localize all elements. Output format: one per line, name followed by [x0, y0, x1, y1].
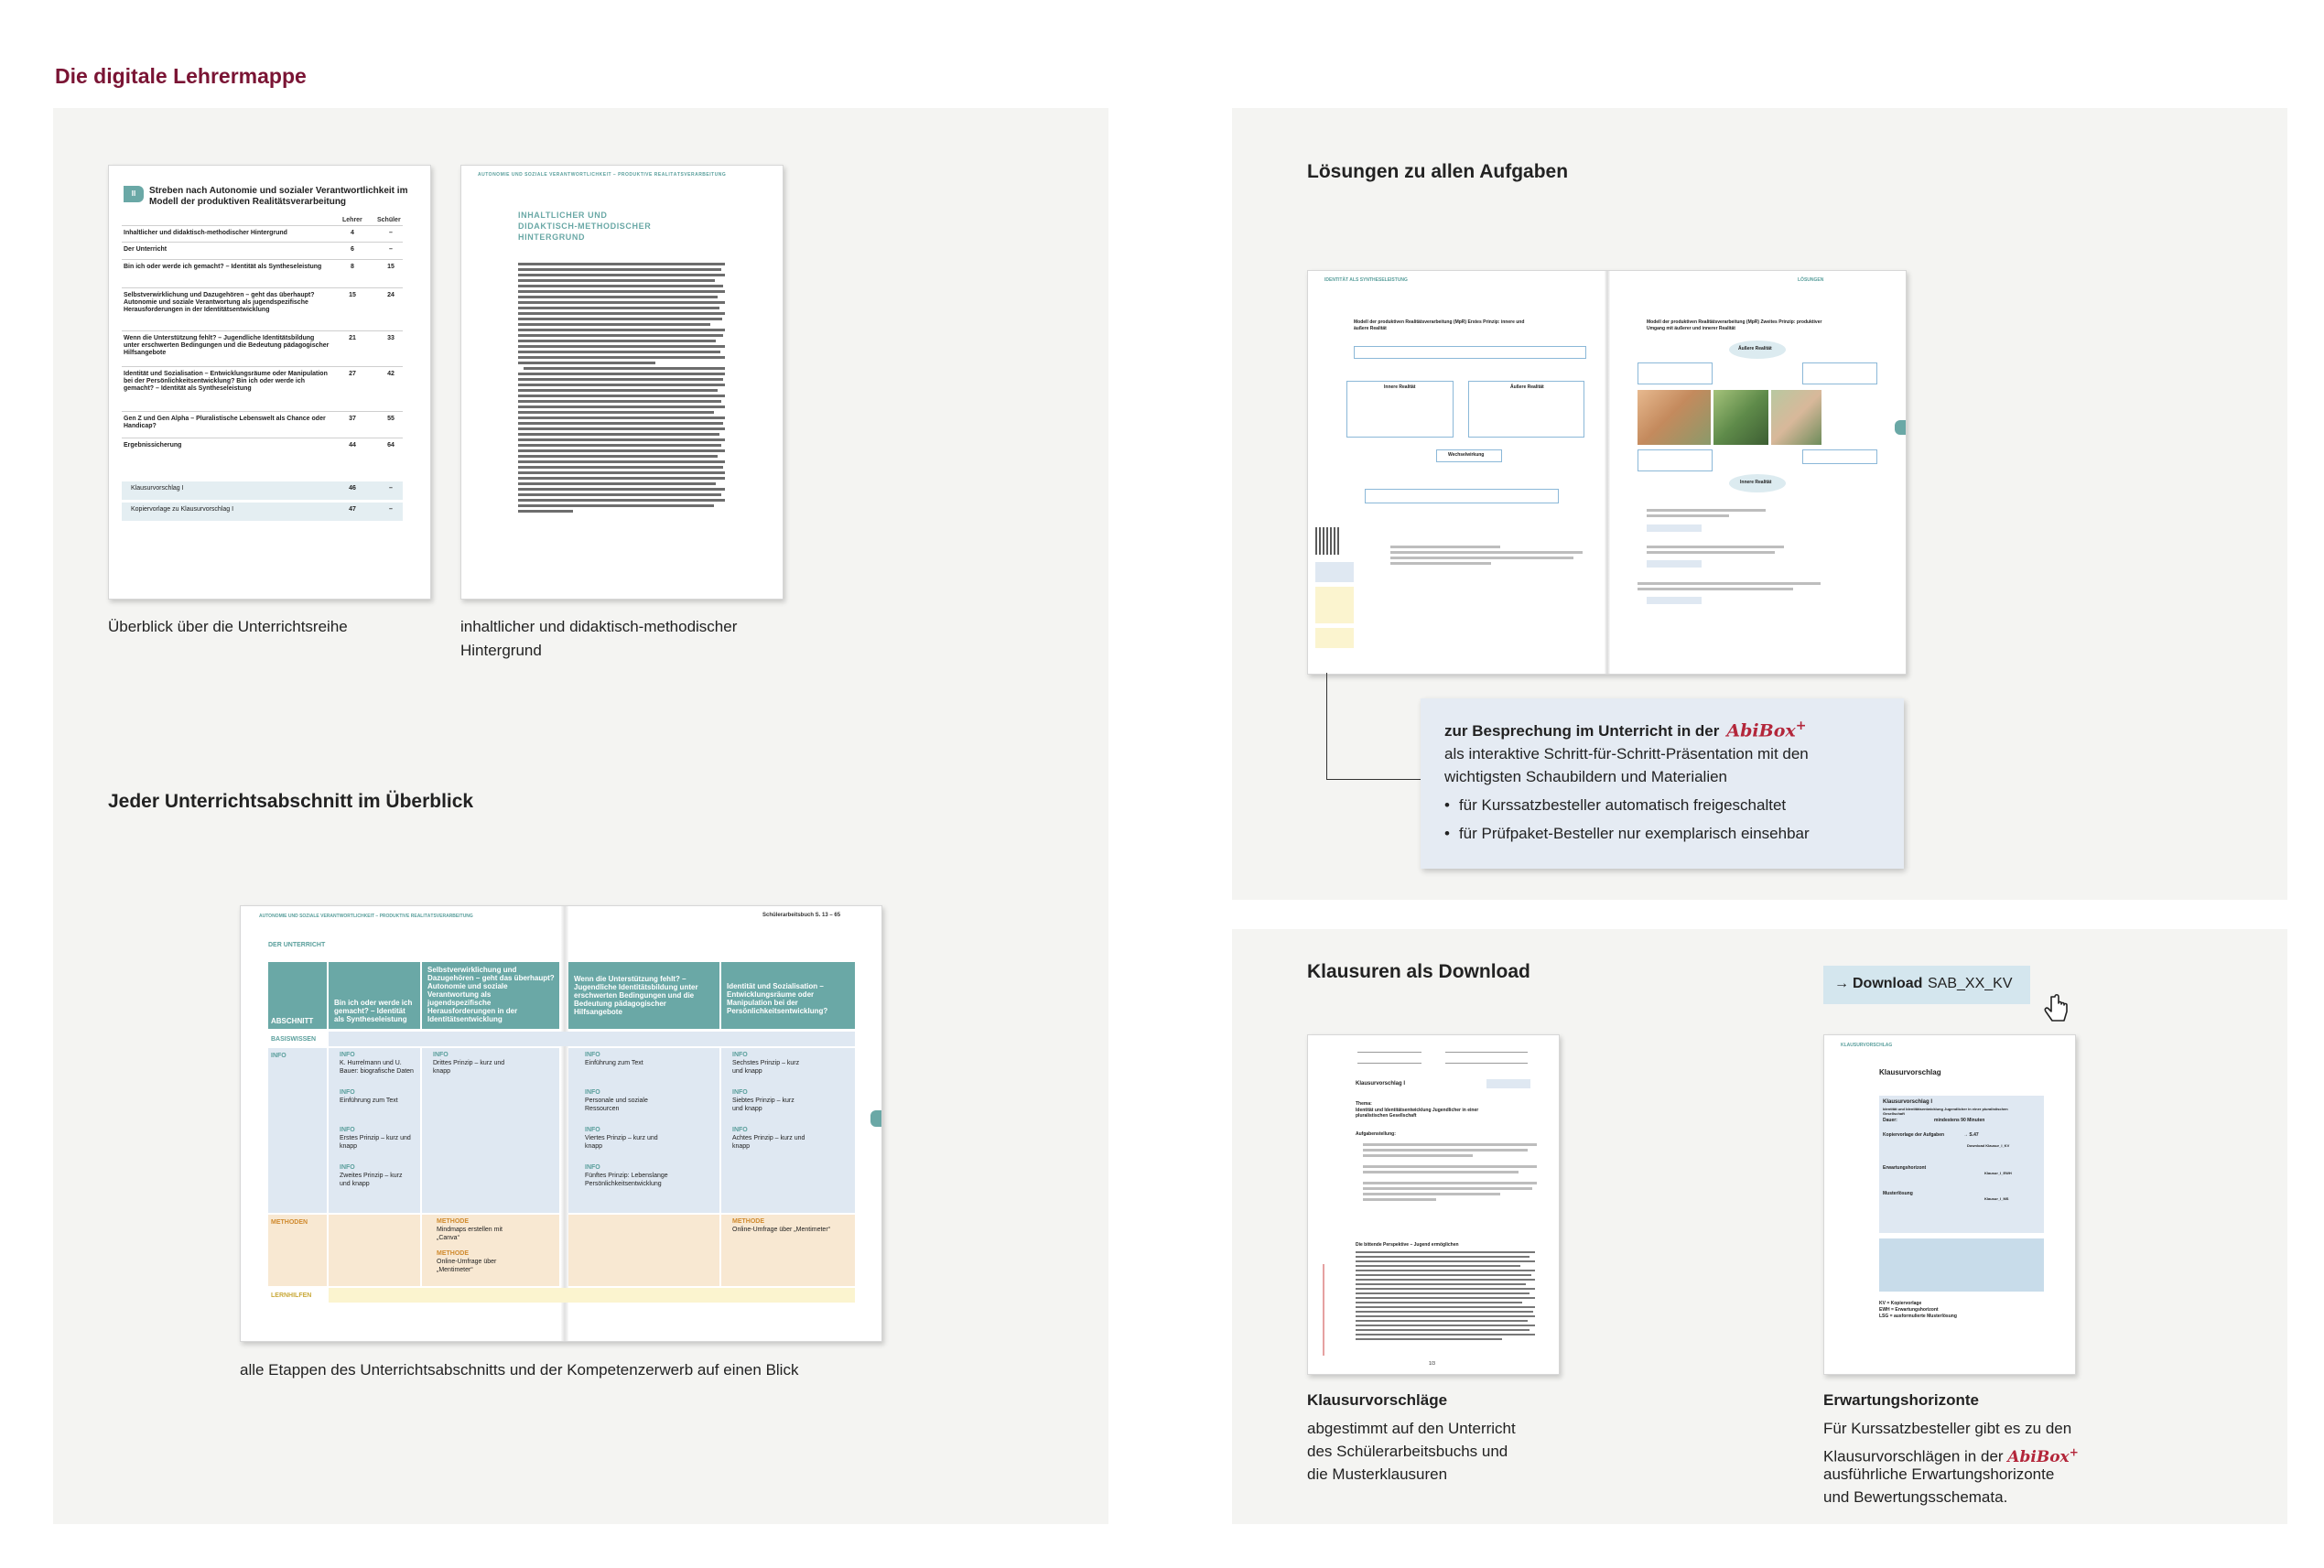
answer-chip: [1647, 560, 1702, 568]
abibox-callout: [1421, 698, 1904, 869]
body-text-lines: [1356, 1251, 1539, 1361]
col-header-abschnitt: ABSCHNITT: [268, 962, 327, 1029]
toc-row[interactable]: Bin ich oder werde ich gemacht? – Identität als Syntheseleistung 8 15: [122, 259, 403, 287]
download-button[interactable]: → Download SAB_XX_KV: [1823, 966, 2030, 1004]
methode-cell: METHODE Mindmaps erstellen mit „Canva“ METHODE Online-Umfrage über „Mentimeter“: [422, 1215, 559, 1286]
methode-cell: [329, 1215, 420, 1286]
caption-overview: Überblick über die Unterrichtsreihe: [108, 618, 348, 635]
methode-cell: [568, 1215, 719, 1286]
callout-line-3: wichtigsten Schaubildern und Materialien: [1444, 768, 1728, 785]
col2-line: und Bewertungsschemata.: [1823, 1488, 2008, 1506]
spread-fold: [561, 906, 568, 1341]
toc-badge: II: [124, 186, 144, 202]
toc-page: [108, 165, 431, 600]
row-label-info: INFO: [271, 1053, 286, 1059]
toc-row[interactable]: Inhaltlicher und didaktisch-methodischer Hintergrund 4 –: [122, 225, 403, 243]
body-text-lines: [518, 263, 727, 528]
col-header-1: Bin ich oder werde ich gemacht? – Identität als Syntheseleistung: [329, 962, 420, 1029]
row-label-lernhilfen: LERNHILFEN: [271, 1292, 312, 1299]
lernhilfen-row: [329, 1288, 855, 1303]
spread-header-left: AUTONOMIE UND SOZIALE VERANTWORTLICHKEIT – PRODUKTIVE REALITÄTSVERARBEITUNG: [259, 914, 473, 919]
horizon-title: Klausurvorschlag: [1879, 1068, 1941, 1076]
callout-bullet: • für Kurssatzbesteller automatisch freigeschaltet: [1444, 796, 1787, 814]
toc-row[interactable]: Gen Z und Gen Alpha – Pluralistische Lebenswelt als Chance oder Handicap? 37 55: [122, 411, 403, 438]
col2-line: ausführliche Erwartungshorizonte: [1823, 1465, 2055, 1483]
toc-title: Streben nach Autonomie und sozialer Verantwortlichkeit im Modell der produktiven Realitätsverarbeitung: [149, 186, 408, 207]
text-line: [1363, 1143, 1537, 1146]
exam-body-text: [1356, 1251, 1539, 1361]
col2-line: Klausurvorschlägen in der AbiBox+: [1823, 1445, 2079, 1466]
horizon-legend-1: KV = Kopiervorlage: [1879, 1301, 1922, 1306]
exam-file-chip: [1486, 1079, 1530, 1088]
text-line: [1390, 546, 1500, 548]
toc-row[interactable]: Kopiervorlage zu Klausurvorschlag I 47 –: [122, 503, 403, 521]
info-cell: INFO Sechstes Prinzip – kurz und knapp INFO Siebtes Prinzip – kurz und knapp INFO Achtes Prinzip – kurz und knapp: [721, 1048, 855, 1213]
sidebar-note: [1315, 562, 1354, 582]
exam-theme: Identität und Identitätsentwicklung Jugendlicher in einer pluralistischen Gesellschaft: [1356, 1108, 1479, 1119]
info-cell: INFO Einführung zum Text INFO Personale und soziale Ressourcen INFO Viertes Prinzip – kurz und knapp INFO Fünftes Prinzip: Lebenslange Persönlichkeitsentwicklung: [568, 1048, 719, 1213]
col-header-2: Selbstverwirklichung und Dazugehören – geht das überhaupt? Autonomie und soziale Verantwortung als jugendspezifische Herausforderungen in der Identitätsentwicklung: [422, 962, 559, 1029]
text-line: [1638, 582, 1821, 585]
oval-outer: Äußere Realität: [1729, 341, 1786, 359]
connector-line: [1326, 673, 1327, 780]
toc-row[interactable]: Wenn die Unterstützung fehlt? – Jugendliche Identitätsbildung unter erschwerten Bedingungen und die Bedeutung pädagogischer Hilfsangebote 21 33: [122, 330, 403, 366]
toc-row[interactable]: Selbstverwirklichung und Dazugehören – geht das überhaupt? Autonomie und soziale Verantwortung als jugendspezifische Herausforderungen in der Identitätsentwicklung 15 24: [122, 287, 403, 330]
page-title: Die digitale Lehrermappe: [55, 64, 307, 88]
abibox-logo: AbiBox+: [1726, 719, 1807, 741]
exam-page-number: 1/3: [1429, 1361, 1435, 1367]
info-row-label-cell: [268, 1048, 327, 1213]
text-line: [1363, 1149, 1528, 1152]
info-cell: INFO K. Hurrelmann und U. Bauer: biografische Daten INFO Einführung zum Text INFO Erstes Prinzip – kurz und knapp INFO Zweites Prinzip – kurz und knapp: [329, 1048, 420, 1213]
exams-heading: Klausuren als Download: [1307, 961, 1530, 982]
col1-line: die Musterklausuren: [1307, 1465, 1448, 1483]
photo-family: [1713, 390, 1768, 445]
info-box: [1802, 362, 1877, 384]
toc-row[interactable]: Ergebnissicherung 44 64: [122, 438, 403, 457]
caption-stages: alle Etappen des Unterrichtsabschnitts und der Kompetenzerwerb auf einen Blick: [240, 1361, 799, 1379]
toc-col-student: Schüler: [377, 217, 401, 223]
text-line: [1363, 1187, 1532, 1190]
row-label-methoden: METHODEN: [271, 1219, 308, 1226]
exam-page: [1307, 1034, 1560, 1375]
box-exchange: Wechselwirkung: [1436, 449, 1502, 462]
horizon-running-header: KLAUSURVORSCHLAG: [1841, 1043, 1893, 1048]
info-box: [1638, 449, 1713, 471]
info-box: [1638, 362, 1713, 384]
solutions-spread: [1307, 270, 1907, 675]
col2-line: Für Kurssatzbesteller gibt es zu den: [1823, 1420, 2072, 1437]
basiswissen-row: [329, 1032, 855, 1046]
horizon-box: Klausurvorschlag I Identität und Identitätsentwicklung Jugendlicher in einer pluralistischen Gesellschaft Dauer: mindestens 90 Minuten Kopiervorlage der Aufgaben → S.47 Download Klausur_I_KV Erwartungshorizont Klausur_I_EWH Musterlösung Klausur_I_MS: [1879, 1096, 2044, 1233]
text-line: [1390, 557, 1573, 559]
plus-icon: +: [1795, 719, 1807, 733]
info-box: [1802, 449, 1877, 464]
photo-adult: [1771, 390, 1821, 445]
toc-row[interactable]: Identität und Sozialisation – Entwicklungsräume oder Manipulation bei der Persönlichkeitsentwicklung? Bin ich oder werde ich gemacht? – Identität als Syntheseleistung 27 42: [122, 366, 403, 411]
callout-bullet: • für Prüfpaket-Besteller nur exemplarisch einsehbar: [1444, 825, 1810, 842]
text-line: [1638, 588, 1793, 590]
background-body-text: [518, 263, 727, 528]
lesson-overview-spread: [240, 905, 882, 1342]
text-line: [1363, 1154, 1473, 1157]
callout-lead-line: zur Besprechung im Unterricht in der AbiBox+: [1444, 719, 1807, 741]
text-line: [1363, 1198, 1436, 1201]
box-inner: Innere Realität: [1346, 381, 1454, 438]
solutions-heading: Lösungen zu allen Aufgaben: [1307, 161, 1569, 182]
sidebar-note: [1315, 587, 1354, 623]
photo-child: [1638, 390, 1711, 445]
horizon-note: [1879, 1238, 2044, 1292]
col1-title: Klausurvorschläge: [1307, 1391, 1448, 1409]
box-outer: Äußere Realität: [1468, 381, 1584, 438]
right-diagram-title: Modell der produktiven Realitätsverarbeitung (MpR) Zweites Prinzip: produktiver Umgang mit äußerer und innerer Realität: [1647, 319, 1822, 331]
solutions-left-header: IDENTITÄT ALS SYNTHESELEISTUNG: [1324, 277, 1408, 283]
text-line: [1390, 562, 1491, 565]
col-header-4: Identität und Sozialisation – Entwicklungsräume oder Manipulation bei der Persönlichkeitsentwicklung?: [721, 962, 855, 1029]
info-cell: INFO Drittes Prinzip – kurz und knapp: [422, 1048, 559, 1213]
abibox-logo: AbiBox+: [2007, 1445, 2079, 1466]
text-line: [1363, 1182, 1537, 1184]
exam-tasks-label: Aufgabenstellung:: [1356, 1131, 1396, 1137]
background-heading: INHALTLICHER UND DIDAKTISCH-METHODISCHER HINTERGRUND: [518, 211, 652, 242]
page-tab-marker: [870, 1110, 882, 1127]
col-header-3: Wenn die Unterstützung fehlt? – Jugendliche Identitätsbildung unter erschwerten Bedingungen und die Bedeutung pädagogischer Hilfsangebote: [568, 962, 719, 1029]
vertical-margin-text: [1323, 1264, 1324, 1356]
spread-header-right: Schülerarbeitsbuch S. 13 – 65: [762, 913, 841, 918]
diagram-bar: [1365, 489, 1559, 503]
text-line: [1363, 1171, 1519, 1173]
col1-line: des Schülerarbeitsbuchs und: [1307, 1443, 1508, 1460]
callout-line-2: als interaktive Schritt-für-Schritt-Präsentation mit den: [1444, 745, 1809, 762]
expectation-horizon-page: [1823, 1034, 2076, 1375]
text-line: [1647, 514, 1729, 517]
answer-chip: [1647, 597, 1702, 604]
caption-background: inhaltlicher und didaktisch-methodischer Hintergrund: [460, 618, 738, 659]
text-line: [1647, 551, 1775, 554]
qr-code-icon: [1315, 527, 1339, 555]
diagram-bar: [1354, 346, 1586, 359]
answer-chip: [1647, 524, 1702, 532]
plus-icon: +: [2069, 1445, 2079, 1458]
toc-col-teacher: Lehrer: [342, 217, 362, 223]
background-page: [460, 165, 784, 600]
exam-section: Die bittende Perspektive – Jugend ermöglichen: [1356, 1242, 1459, 1248]
toc-row[interactable]: Klausurvorschlag I 46 –: [122, 481, 403, 500]
cursor-hand-icon: [2043, 993, 2070, 1026]
page-tab-marker: [1895, 420, 1906, 435]
spread-section-title: DER UNTERRICHT: [268, 942, 326, 948]
row-label-basiswissen: BASISWISSEN: [271, 1036, 317, 1043]
form-fields: [1345, 1048, 1537, 1068]
horizon-legend-2: EWH = Erwartungshorizont: [1879, 1307, 1939, 1313]
oval-inner: Innere Realität: [1729, 474, 1786, 492]
spread-fold: [1605, 271, 1610, 674]
exam-theme-label: Thema:: [1356, 1101, 1372, 1107]
methode-cell: METHODE Online-Umfrage über „Mentimeter“: [721, 1215, 855, 1286]
horizon-legend-3: LSG = ausformulierte Musterlösung: [1879, 1314, 1957, 1319]
connector-line: [1326, 779, 1421, 780]
solutions-right-header: LÖSUNGEN: [1798, 277, 1824, 283]
left-diagram-title: Modell der produktiven Realitätsverarbeitung (MpR) Erstes Prinzip: innere und äußere Realität: [1354, 319, 1525, 331]
text-line: [1363, 1193, 1500, 1195]
background-running-header: AUTONOMIE UND SOZIALE VERANTWORTLICHKEIT – PRODUKTIVE REALITÄTSVERARBEITUNG: [478, 172, 727, 178]
exam-title: Klausurvorschlag I: [1356, 1081, 1406, 1087]
col2-title: Erwartungshorizonte: [1823, 1391, 1980, 1409]
sidebar-note: [1315, 628, 1354, 648]
toc-row[interactable]: Der Unterricht 6 –: [122, 242, 403, 259]
text-line: [1647, 546, 1784, 548]
text-line: [1647, 509, 1766, 512]
text-line: [1363, 1165, 1537, 1168]
section-heading-overview: Jeder Unterrichtsabschnitt im Überblick: [108, 791, 474, 812]
col1-line: abgestimmt auf den Unterricht: [1307, 1420, 1516, 1437]
text-line: [1390, 551, 1583, 554]
